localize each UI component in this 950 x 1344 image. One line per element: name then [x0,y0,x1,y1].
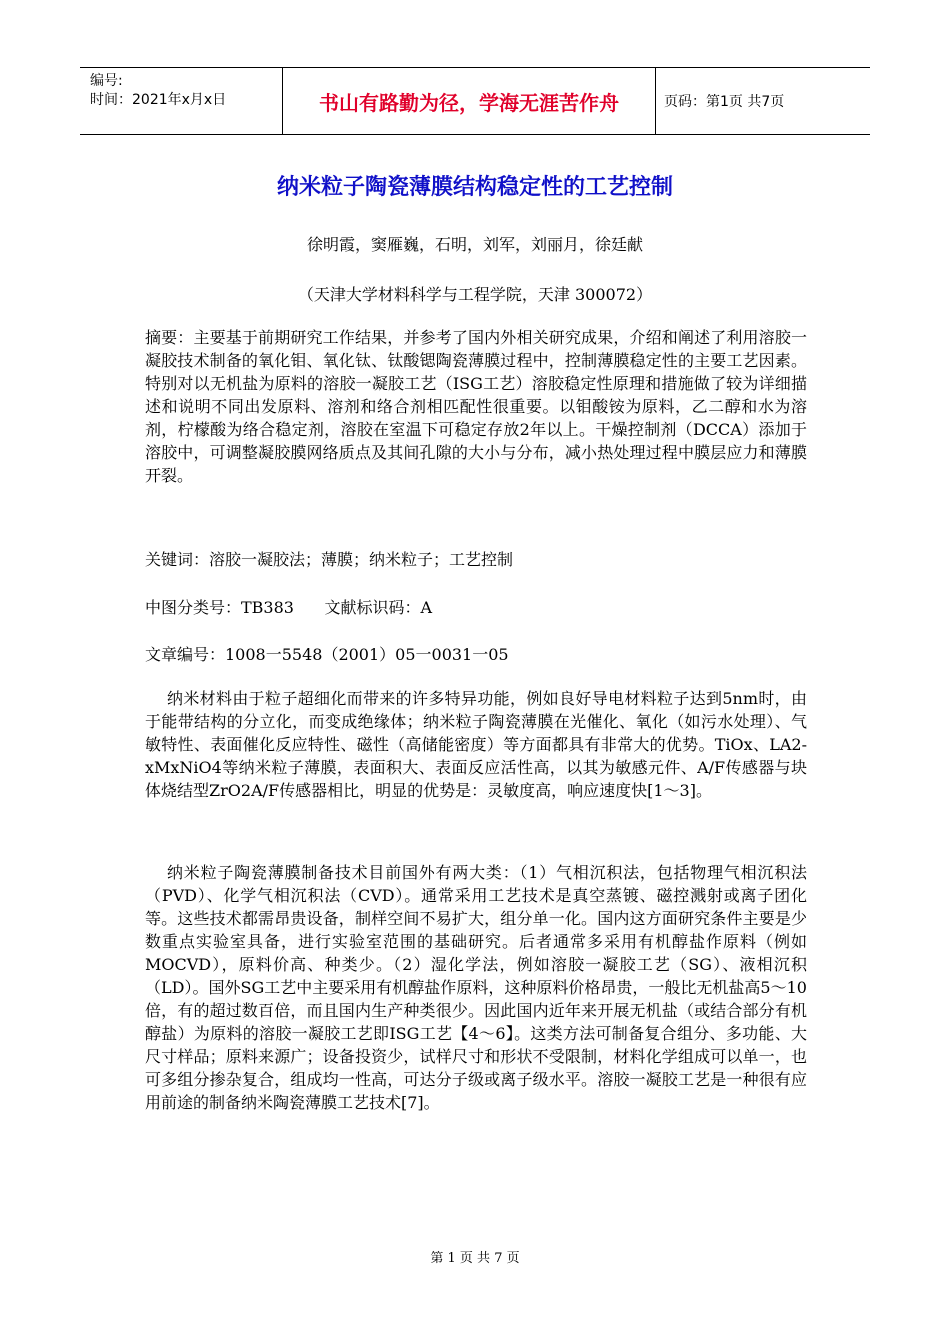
header-motto: 书山有路勤为径，学海无涯苦作舟 [282,68,656,134]
document-time: 时间：2021年x月x日 [90,92,227,108]
header-meta [80,68,282,134]
article-number: 文章编号：1008一5548（2001）05一0031一05 [145,645,509,664]
paper-affiliation: （天津大学材料科学与工程学院，天津 300072） [297,285,653,304]
header-page-info: 页码：第1页 共7页 [664,94,785,110]
abstract: 摘要：主要基于前期研究工作结果，并参考了国内外相关研究成果，介绍和阐述了利用溶胶一凝胶技术制备的氧化钼、氧化钛、钛酸锶陶瓷薄膜过程中，控制薄膜稳定性的主要工艺因素。特别对以无机盐为原料的溶胶一凝胶工艺（ISG工艺）溶胶稳定性原理和措施做了较为详细描述和说明不同出发原料、溶剂和络合剂相匹配性很重要。以钼酸铵为原料，乙二醇和水为溶剂，柠檬酸为络合稳定剂，溶胶在室温下可稳定存放2年以上。干燥控制剂（DCCA）添加于溶胶中，可调整凝胶膜网络质点及其间孔隙的大小与分布，减小热处理过程中膜层应力和薄膜开裂。 [145,328,807,485]
paper-title: 纳米粒子陶瓷薄膜结构稳定性的工艺控制 [276,175,673,200]
document-number-label: 编号: [90,73,123,89]
paper-authors: 徐明霞，窦雁巍，石明，刘军，刘丽月，徐廷献 [306,235,643,254]
body-paragraph-1: 纳米材料由于粒子超细化而带来的许多特异功能，例如良好导电材料粒子达到5nm时，由于能带结构的分立化，而变成绝缘体；纳米粒子陶瓷薄膜在光催化、氧化（如污水处理）、气敏特性、表面催化反应特性、磁性（高储能密度）等方面都具有非常大的优势。TiOx、LA2-xMxNiO4等纳米粒子薄膜，表面积大、表面反应活性高，以其为敏感元件、A/F传感器与块体烧结型ZrO2A/F传感器相比，明显的优势是：灵敏度高，响应速度快[1～3]。 [145,689,807,800]
classification-line: 中图分类号：TB383 文献标识码：A [145,598,433,617]
keywords: 关键词：溶胶一凝胶法；薄膜；纳米粒子；工艺控制 [145,550,514,569]
body-paragraph-2: 纳米粒子陶瓷薄膜制备技术目前国外有两大类：（1）气相沉积法，包括物理气相沉积法（PVD）、化学气相沉积法（CVD）。通常采用工艺技术是真空蒸镀、磁控溅射或离子团化等。这些技术都需昂贵设备，制样空间不易扩大，组分单一化。国内这方面研究条件主要是少数重点实验室具备，进行实验室范围的基础研究。后者通常多采用有机醇盐作原料（例如MOCVD），原料价高、种类少。（2）湿化学法，例如溶胶一凝胶工艺（SG）、液相沉积（LD）。国外SG工艺中主要采用有机醇盐作原料，这种原料价格昂贵，一般比无机盐高5～10倍，有的超过数百倍，而且国内生产种类很少。因此国内近年来开展无机盐（或结合部分有机醇盐）为原料的溶胶一凝胶工艺即ISG工艺【4～6】。这类方法可制备复合组分、多功能、大尺寸样品；原料来源广；设备投资少，试样尺寸和形状不受限制，材料化学组成可以单一，也可多组分掺杂复合，组成均一性高，可达分子级或离子级水平。溶胶一凝胶工艺是一种很有应用前途的制备纳米陶瓷薄膜工艺技术[7]。 [145,863,807,1112]
page-header [80,67,870,135]
page-footer: 第 1 页 共 7 页 [430,1251,520,1266]
